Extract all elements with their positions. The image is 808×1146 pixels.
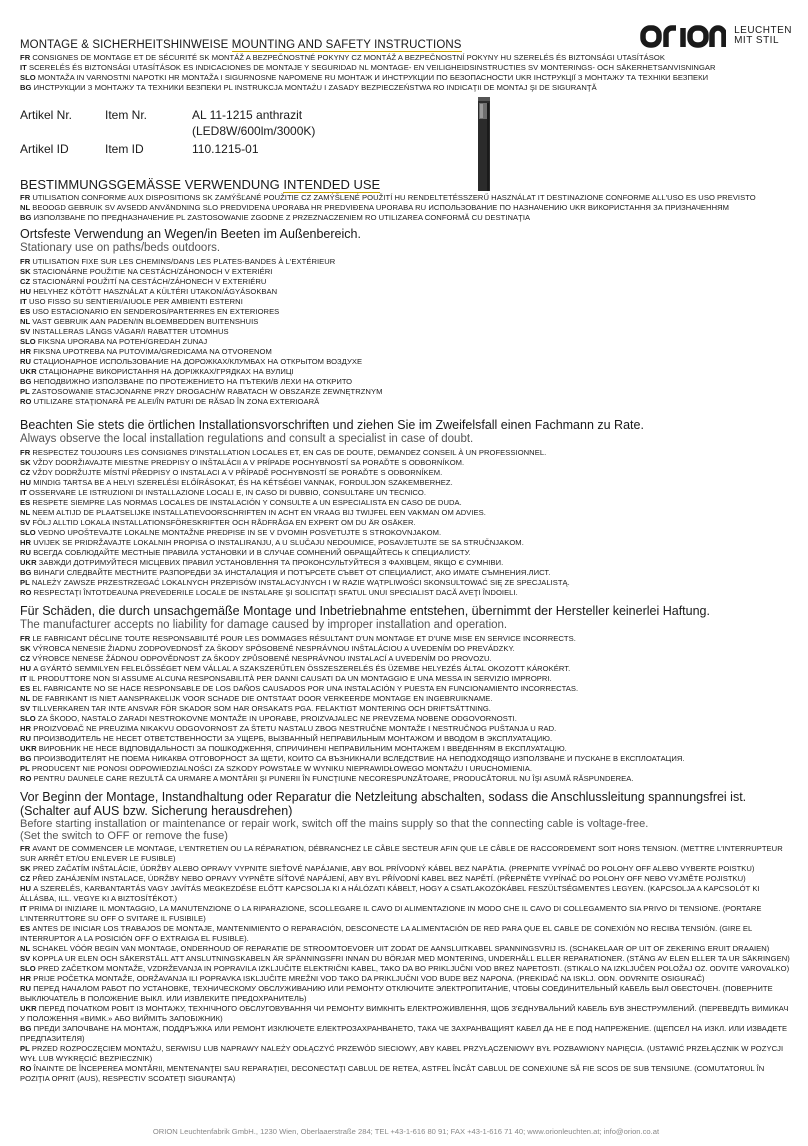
translation-line: BG ИЗПОЛЗВАНЕ ПО ПРЕДНАЗНАЧЕНИЕ PL ZASTOSOWANIE ZGODNE Z PRZEZNACZENIEM RO UTILIZAREA CONFORMĂ CU DESTINAŢIA: [20, 213, 531, 222]
translation-line: ES ANTES DE INICIAR LOS TRABAJOS DE MONTAJE, MANTENIMIENTO O REPARACIÓN, DESCONECTE LA ALIMENTACIÓN DE RED PARA QUE EL CABLE DE CONEXIÓN NO RECIBA TENSIÓN. (GIRE EL INTERRUPTOR A LA POSICIÓN OFF O EXTRAIGA EL FUSIBLE).: [20, 924, 752, 943]
translation-line: BG ВИНАГИ СЛЕДВАЙТЕ МЕСТНИТЕ РАЗПОРЕДБИ ЗА ИНСТАЛАЦИЯ И ПОТЪРСЕТЕ СЪВЕТ ОТ СПЕЦИАЛИСТ, АКО ИМАТЕ СЪМНЕНИЯ.ЛИСТ.: [20, 568, 551, 577]
translation-line: BG ПРЕДИ ЗАПОЧВАНЕ НА МОНТАЖ, ПОДДРЪЖКА ИЛИ РЕМОНТ ИЗКЛЮЧЕТЕ ЕЛЕКТРОЗАХРАНВАНЕТО, ТАКА ЧЕ ЗАХРАНВАЩИЯТ КАБЕЛ ДА НЕ Е ПОД НАПРЕЖЕНИЕ. (ЩЕПСЕЛ НА ИЗКЛ. ИЛИ ИЗВАДЕТЕ ПРЕДПАЗИТЕЛЯ): [20, 1024, 788, 1043]
translation-line: RU ПРОИЗВОДИТЕЛЬ НЕ НЕСЕТ ОТВЕТСТВЕННОСТИ ЗА УЩЕРБ, ВЫЗВАННЫЙ НЕПРАВИЛЬНЫМ МОНТАЖОМ И ВВОДОМ В ЭКСПЛУАТАЦИЮ.: [20, 734, 553, 743]
translation-line: HU A SZERELÉS, KARBANTARTÁS VAGY JAVÍTÁS MEGKEZDÉSE ELŐTT KAPCSOLJA KI A HÁLÓZATI KÁBELT, HOGY A CSATLAKOZÓKÁBEL FESZÜLTSÉGMENTES LEGYEN. (KAPCSOLJA A KAPCSOLÓT KI ÁLLÁSBA, ILL. VEGYE KI A BIZTOSÍTÉKOT.): [20, 884, 760, 903]
translation-line: RO UTILIZARE STAŢIONARĂ PE ALEI/ÎN PATURI DE RĂSAD ÎN ZONA EXTERIOARĂ: [20, 397, 320, 406]
translation-line: IT IL PRODUTTORE NON SI ASSUME ALCUNA RESPONSABILITÀ PER DANNI CAUSATI DA UN MONTAGGIO E UNA MESSA IN SERVIZIO IMPROPRI.: [20, 674, 552, 683]
translation-line: UKR ЗАВЖДИ ДОТРИМУЙТЕСЯ МІСЦЕВИХ ПРАВИЛ УСТАНОВЛЕННЯ ТА ПРОКОНСУЛЬТУЙТЕСЯ З ФАХІВЦЕМ, ЯКЩО Є СУМНІВИ.: [20, 558, 504, 567]
translation-line: IT SCERELÉS ÉS BIZTONSÁGI UTASÍTÁSOK ES INDICACIONES DE MONTAJE Y SEGURIDAD NL MONTAGE- EN VEILIGHEIDSINSTRUCTIES SV MONTERINGS- OCH SÄKERHETSANVISNINGAR: [20, 63, 716, 72]
translation-line: SLO MONTAŽA IN VARNOSTNI NAPOTKI HR MONTAŽA I SIGURNOSNE NAPOMENE RU МОНТАЖ И ИНСТРУКЦИИ ПО БЕЗОПАСНОСТИ UKR ІНСТРУКЦІЇ З МОНТАЖУ ТА ТЕХНІКИ БЕЗПЕКИ: [20, 73, 709, 82]
translation-line: NL NEEM ALTIJD DE PLAATSELIJKE INSTALLATIEVOORSCHRIFTEN IN ACHT EN VRAAG BIJ TWIJFEL EEN VAKMAN OM ADVIES.: [20, 508, 486, 517]
translation-line: FR UTILISATION FIXE SUR LES CHEMINS/DANS LES PLATES-BANDES À L'EXTÉRIEUR: [20, 257, 336, 266]
translation-line: IT OSSERVARE LE ISTRUZIONI DI INSTALLAZIONE LOCALI E, IN CASO DI DUBBIO, CONSULTARE UN TECNICO.: [20, 488, 427, 497]
translation-line: NL SCHAKEL VÓÓR BEGIN VAN MONTAGE, ONDERHOUD OF REPARATIE DE STROOMTOEVOER UIT ZODAT DE AANSLUITKABEL SPANNINGSVRIJ IS. (SCHAKELAAR OP UIT OF ZEKERING ERUIT DRAAIEN): [20, 944, 770, 953]
article-id-label-en: Item ID: [105, 142, 144, 156]
article-nr-spec: (LED8W/600lm/3000K): [192, 124, 316, 138]
translation-line: SV KOPPLA UR ELEN OCH SÄKERSTÄLL ATT ANSLUTNINGSKABELN ÄR SPÄNNINGSFRI INNAN DU BÖRJAR MED MONTERING, UNDERHÅLL ELLER REPARATIONER. (STÄNG AV ELEN ELLER TA UR SÄKRINGEN): [20, 954, 790, 963]
stationary-de: Ortsfeste Verwendung an Wegen/in Beeten im Außenbereich.: [20, 227, 361, 241]
translation-line: CZ VŽDY DODRŽUJTE MÍSTNÍ PŘEDPISY O INSTALACI A V PŘÍPADĚ POCHYBNOSTÍ SE PORAĎTE S ODBORNÍKEM.: [20, 468, 443, 477]
translation-line: SV FÖLJ ALLTID LOKALA INSTALLATIONSFÖRESKRIFTER OCH RÅDFRÅGA EN EXPERT OM DU ÄR OSÄKER.: [20, 518, 416, 527]
title-en: MOUNTING AND SAFETY INSTRUCTIONS: [231, 39, 462, 51]
bollard-lamp-image: [454, 94, 514, 194]
translation-line: PL NALEŻY ZAWSZE PRZESTRZEGAĆ LOKALNYCH PRZEPISÓW INSTALACYJNYCH I W RAZIE WĄTPLIWOŚCI SKONSULTOWAĆ SIĘ ZE SPECJALISTĄ.: [20, 578, 570, 587]
translation-line: PL ZASTOSOWANIE STACJONARNE PRZY DROGACH/W RABATACH W OBSZARZE ZEWNĘTRZNYM: [20, 387, 383, 396]
regulations-en: Always observe the local installation regulations and consult a specialist in case of doubt.: [20, 433, 474, 445]
tagline-line-2: MIT STIL: [734, 35, 780, 46]
translation-line: NL VAST GEBRUIK AAN PADEN/IN BLOEMBEDDEN BUITENSHUIS: [20, 317, 259, 326]
translation-line: SLO ZA ŠKODO, NASTALO ZARADI NESTROKOVNE MONTAŽE IN UPORABE, PROIZVAJALEC NE PREVZEMA NOBENE ODGOVORNOSTI.: [20, 714, 517, 723]
translation-line: SLO PRED ZAČETKOM MONTAŽE, VZDRŽEVANJA IN POPRAVILA IZKLJUČITE ELEKTRIČNI KABEL, TAKO DA BO PRIKLJUČNI VOD BREZ NAPETOSTI. (STIKALO NA IZKLJUČEN POLOŽAJ OZ. ODVITE VAROVALKO): [20, 964, 790, 973]
translation-line: SK STACIONÁRNE POUŽITIE NA CESTÁCH/ZÁHONOCH V EXTERIÉRI: [20, 267, 273, 276]
translation-line: HU A GYÁRTÓ SEMMILYEN FELELŐSSÉGET NEM VÁLLAL A SZAKSZERŰTLEN ÖSSZESZERELÉS ÉS ÜZEMBE HELYEZÉS ÁLTAL OKOZOTT KÁROKÉRT.: [20, 664, 571, 673]
translation-line: UKR ПЕРЕД ПОЧАТКОМ РОБІТ ІЗ МОНТАЖУ, ТЕХНІЧНОГО ОБСЛУГОВУВАННЯ ЧИ РЕМОНТУ ВИМКНІТЬ ЕЛЕКТРОЖИВЛЕННЯ, ЩОБ З'ЄДНУВАЛЬНИЙ КАБЕЛЬ БУВ ЗНЕСТРУМЛЕНИЙ. (ПЕРЕВЕДІТЬ ВИМИКАЧ У ПОЛОЖЕННЯ «ВИМК.» АБО ВИЙМІТЬ ЗАПОБІЖНИК): [20, 1004, 789, 1023]
title-de: MONTAGE & SICHERHEITSHINWEISE: [20, 39, 232, 51]
power-off-de-note: (Schalter auf AUS bzw. Sicherung herausdrehen): [20, 804, 293, 818]
company-footer: ORION Leuchtenfabrik GmbH., 1230 Wien, Oberlaaerstraße 284; TEL +43-1-616 80 91; FAX +43-1-616 71 40; www.orionleuchten.at; info@orion.co.at: [152, 1127, 660, 1136]
document-title: [20, 39, 462, 51]
translation-line: FR UTILISATION CONFORME AUX DISPOSITIONS SK ZAMÝŠĽANÉ POUŽITIE CZ ZAMÝŠLENÉ POUŽITÍ HU RENDELTETÉSSZERŰ HASZNÁLAT IT DESTINAZIONE CONFORME ALL'USO ES USO PREVISTO: [20, 193, 756, 202]
translation-line: IT PRIMA DI INIZIARE IL MONTAGGIO, LA MANUTENZIONE O LA RIPARAZIONE, SCOLLEGARE IL CAVO DI ALIMENTAZIONE IN MODO CHE IL CAVO DI COLLEGAMENTO SIA PRIVO DI TENSIONE. (PORTARE L'INTERRUTTORE SU OFF O SVITARE IL FUSIBILE): [20, 904, 762, 923]
translation-line: IT USO FISSO SU SENTIERI/AIUOLE PER AMBIENTI ESTERNI: [20, 297, 243, 306]
translation-line: RO ÎNAINTE DE ÎNCEPEREA MONTĂRII, MENTENANŢEI SAU REPARAŢIEI, DECONECTAŢI CABLUL DE RETEA, ASTFEL ÎNCÂT CABLUL DE CONEXIUNE SĂ FIE SCOS DE SUB TENSIUNE. (COMUTATORUL ÎN POZIŢIA OPRIT (AUS), RESPECTIV SCOATEŢI SIGURANŢA): [20, 1064, 765, 1083]
translation-line: SK VŽDY DODRŽIAVAJTE MIESTNE PREDPISY O INŠTALÁCII A V PRÍPADE POCHYBNOSTÍ SA PORAĎTE S ODBORNÍKOM.: [20, 458, 465, 467]
title-translations: [20, 53, 792, 93]
power-off-translations: [20, 844, 792, 1084]
translation-line: SK PRED ZAČATÍM INŠTALÁCIE, ÚDRŽBY ALEBO OPRAVY VYPNITE SIEŤOVÉ NAPÁJANIE, ABY BOL PRÍVODNÝ KÁBEL BEZ NAPÄTIA. (PREPNITE VYPÍNAČ DO POLOHY OFF ALEBO VYBERTE POISTKU): [20, 864, 755, 873]
translation-line: CZ PŘED ZAHÁJENÍM INSTALACE, ÚDRŽBY NEBO OPRAVY VYPNĚTE SÍŤOVÉ NAPÁJENÍ, ABY BYL PŘÍVODNÍ KABEL BEZ NAPĚTÍ. (PŘEPNĚTE VYPÍNAČ DO POLOHY OFF NEBO VYJMĚTE POJISTKU): [20, 874, 746, 883]
article-id-label-de: Artikel ID: [20, 142, 69, 156]
power-off-section: [20, 790, 792, 1084]
translation-line: FR AVANT DE COMMENCER LE MONTAGE, L'ENTRETIEN OU LA RÉPARATION, DÉBRANCHEZ LE CÂBLE SECTEUR AFIN QUE LE CÂBLE DE RACCORDEMENT SOIT HORS TENSION. (METTRE L'INTERRUPTEUR SUR ARRÊT ET/OU ENLEVER LE FUSIBLE): [20, 844, 783, 863]
power-off-en: Before starting installation or maintenance or repair work, switch off the mains supply so that the connecting cable is voltage-free.: [20, 818, 649, 830]
article-id-value: 110.1215-01: [192, 142, 259, 156]
translation-line: BG НЕПОДВИЖНО ИЗПОЛЗВАНЕ ПО ПРОТЕЖЕНИЕТО НА ПЪТЕКИ/В ЛЕХИ НА ОТКРИТО: [20, 377, 353, 386]
intended-use-title-de: BESTIMMUNGSGEMÄSSE VERWENDUNG: [20, 177, 284, 192]
translation-line: SV TILLVERKAREN TAR INTE ANSVAR FÖR SKADOR SOM HAR ORSAKATS PGA. FELAKTIGT MONTERING OCH DRIFTSÄTTNING.: [20, 704, 491, 713]
stationary-use-section: [20, 227, 792, 407]
translation-line: RU ВСЕГДА СОБЛЮДАЙТЕ МЕСТНЫЕ ПРАВИЛА УСТАНОВКИ И В СЛУЧАЕ СОМНЕНИЙ ОБРАЩАЙТЕСЬ К СПЕЦИАЛИСТУ.: [20, 548, 471, 557]
translation-line: HR PROIZVOĐAČ NE PREUZIMA NIKAKVU ODGOVORNOST ZA ŠTETU NASTALU ZBOG NESTRUČNE MONTAŽE I NESTRUČNOG PUŠTANJA U RAD.: [20, 724, 557, 733]
translation-line: RO RESPECTAŢI ÎNTOTDEAUNA PREVEDERILE LOCALE DE INSTALARE ŞI SOLICITAŢI SFATUL UNUI SPECIALIST DACĂ AVEŢI ÎNDOIELI.: [20, 588, 518, 597]
regulations-section: [20, 418, 792, 598]
logo-tagline: [734, 26, 792, 46]
intended-use-translations: [20, 193, 792, 223]
translation-line: NL BEOOGD GEBRUIK SV AVSEDD ANVÄNDNING SLO PREDVIDENA UPORABA HR PREDVIĐENA UPORABA RU ИСПОЛЬЗОВАНИЕ ПО НАЗНАЧЕНИЮ UKR ВИКОРИСТАННЯ ЗА ПРИЗНАЧЕННЯМ: [20, 203, 730, 212]
translation-line: SLO FIKSNA UPORABA NA POTEH/GREDAH ZUNAJ: [20, 337, 208, 346]
stationary-translations: [20, 257, 792, 407]
article-nr-label-de: Artikel Nr.: [20, 108, 73, 122]
tagline-line-1: LEUCHTEN: [734, 25, 792, 36]
translation-line: CZ STACIONÁRNÍ POUŽITÍ NA CESTÁCH/ZÁHONECH V EXTERIÉRU: [20, 277, 267, 286]
article-nr-value: AL 11-1215 anthrazit: [192, 108, 303, 122]
translation-line: BG ИНСТРУКЦИИ З МОНТАЖУ ТА ТЕХНИКИ БЕЗПЕКИ PL INSTRUKCJA MONTAŻU I ZASADY BEZPIECZEŃSTWA RO INDICAŢII DE MONTAJ ŞI DE SIGURANŢĂ: [20, 83, 597, 92]
translation-line: SK VÝROBCA NENESIE ŽIADNU ZODPOVEDNOSŤ ZA ŠKODY SPÔSOBENÉ NESPRÁVNOU INŠTALÁCIOU A UVEDENÍM DO PREVÁDZKY.: [20, 644, 515, 653]
translation-line: RU СТАЦИОНАРНОЕ ИСПОЛЬЗОВАНИЕ НА ДОРОЖКАХ/КЛУМБАХ НА ОТКРЫТОМ ВОЗДУХЕ: [20, 357, 363, 366]
translation-line: HR FIKSNA UPOTREBA NA PUTOVIMA/GREDICAMA NA OTVORENOM: [20, 347, 272, 356]
translation-line: UKR ВИРОБНИК НЕ НЕСЕ ВІДПОВІДАЛЬНОСТІ ЗА ПОШКОДЖЕННЯ, СПРИЧИНЕНІ НЕПРАВИЛЬНИМ МОНТАЖЕМ І ВВЕДЕННЯМ В ЕКСПЛУАТАЦІЮ.: [20, 744, 567, 753]
translation-line: HR PRIJE POČETKA MONTAŽE, ODRŽAVANJA ILI POPRAVKA ISKLJUČITE MREŽNI VOD TAKO DA PRIKLJUČNI VOD BUDE BEZ NAPONA. (PREKIDAČ NA ISKLJ. ODN. ODVRNITE OSIGURAČ): [20, 974, 705, 983]
liability-section: [20, 604, 792, 784]
translation-line: SLO VEDNO UPOŠTEVAJTE LOKALNE MONTAŽNE PREDPISE IN SE V DVOMIH POSVETUJTE S STROKOVNJAKOM.: [20, 528, 442, 537]
regulations-de: Beachten Sie stets die örtlichen Installationsvorschriften und ziehen Sie im Zweifelsfall einen Fachmann zu Rate.: [20, 418, 644, 432]
translation-line: FR RESPECTEZ TOUJOURS LES CONSIGNES D'INSTALLATION LOCALES ET, EN CAS DE DOUTE, DEMANDEZ CONSEIL À UN PROFESSIONNEL.: [20, 448, 547, 457]
translation-line: UKR СТАЦІОНАРНЕ ВИКОРИСТАННЯ НА ДОРІЖКАХ/ГРЯДКАХ НА ВУЛИЦІ: [20, 367, 294, 376]
translation-line: HU HELYHEZ KÖTÖTT HASZNÁLAT A KÜLTÉRI UTAKON/ÁGYÁSOKBAN: [20, 287, 278, 296]
translation-line: CZ VÝROBCE NENESE ŽÁDNOU ODPOVĚDNOST ZA ŠKODY ZPŮSOBENÉ NESPRÁVNOU INSTALACÍ A UVEDENÍM DO PROVOZU.: [20, 654, 492, 663]
orion-logo-icon: [640, 22, 726, 50]
translation-line: FR CONSIGNES DE MONTAGE ET DE SÉCURITÉ SK MONTÁŽ A BEZPEČNOSTNÉ POKYNY CZ MONTÁŽ A BEZPEČNOSTNÍ POKYNY HU SZERELÉS ÉS BIZTONSÁGI UTASÍTÁSOK: [20, 53, 665, 62]
power-off-en-note: (Set the switch to OFF or remove the fuse): [20, 830, 228, 842]
liability-en: The manufacturer accepts no liability for damage caused by improper installation and operation.: [20, 619, 508, 631]
instruction-sheet: [20, 0, 792, 1146]
translation-line: HR UVIJEK SE PRIDRŽAVAJTE LOKALNIH PROPISA O INSTALIRANJU, A U SLUČAJU NEDOUMICE, POSAVJETUJTE SE SA STRUČNJAKOM.: [20, 538, 524, 547]
translation-line: ES EL FABRICANTE NO SE HACE RESPONSABLE DE LOS DAÑOS CAUSADOS POR UNA INSTALACIÓN Y PUESTA EN FUNCIONAMIENTO INCORRECTAS.: [20, 684, 579, 693]
translation-line: NL DE FABRIKANT IS NIET AANSPRAKELIJK VOOR SCHADE DIE ONTSTAAT DOOR VERKEERDE MONTAGE EN INGEBRUIKNAME.: [20, 694, 493, 703]
liability-de: Für Schäden, die durch unsachgemäße Montage und Inbetriebnahme entstehen, übernimmt der Hersteller keinerlei Haftung.: [20, 604, 710, 618]
translation-line: ES USO ESTACIONARIO EN SENDEROS/PARTERRES EN EXTERIORES: [20, 307, 280, 316]
translation-line: BG ПРОИЗВОДИТЕЛЯТ НЕ ПОЕМА НИКАКВА ОТГОВОРНОСТ ЗА ЩЕТИ, КОИТО СА ВЪЗНИКНАЛИ ВСЛЕДСТВИЕ НА НЕПОДХОДЯЩО ИЗПОЛЗВАНЕ И ПУСКАНЕ В ЕКСПЛОАТАЦИЯ.: [20, 754, 685, 763]
translation-line: RU ПЕРЕД НАЧАЛОМ РАБОТ ПО УСТАНОВКЕ, ТЕХНИЧЕСКОМУ ОБСЛУЖИВАНИЮ ИЛИ РЕМОНТУ ОТКЛЮЧИТЕ ЭЛЕКТРОПИТАНИЕ, ЧТОБЫ СОЕДИНИТЕЛЬНЫЙ КАБЕЛЬ БЫЛ ОБЕСТОЧЕН. (ПОВЕРНИТЕ ВЫКЛЮЧАТЕЛЬ В ПОЛОЖЕНИЕ ВЫКЛ. ИЛИ ИЗВЛЕКИТЕ ПРЕДОХРАНИТЕЛЬ): [20, 984, 773, 1003]
intended-use-title-en: INTENDED USE: [283, 177, 381, 192]
intended-use-title: [20, 177, 380, 192]
orion-logo: [640, 22, 792, 50]
translation-line: PL PRODUCENT NIE PONOSI ODPOWIEDZIALNOŚCI ZA SZKODY POWSTAŁE W WYNIKU NIEPRAWIDŁOWEGO MONTAŻU I URUCHOMIENIA.: [20, 764, 533, 773]
translation-line: RO PENTRU DAUNELE CARE REZULTĂ CA URMARE A MONTĂRII ŞI PUNERII ÎN FUNCŢIUNE NECORESPUNZĂTOARE, PRODUCĂTORUL NU ÎŞI ASUMĂ RĂSPUNDEREA.: [20, 774, 634, 783]
article-nr-label-en: Item Nr.: [105, 108, 148, 122]
translation-line: HU MINDIG TARTSA BE A HELYI SZERELÉSI ELŐÍRÁSOKAT, ÉS HA KÉTSÉGEI VANNAK, FORDULJON SZAKEMBERHEZ.: [20, 478, 453, 487]
translation-line: FR LE FABRICANT DÉCLINE TOUTE RESPONSABILITÉ POUR LES DOMMAGES RÉSULTANT D'UN MONTAGE ET D'UNE MISE EN SERVICE INCORRECTS.: [20, 634, 576, 643]
power-off-de: Vor Beginn der Montage, Instandhaltung oder Reparatur die Netzleitung abschalten, sodass die Anschlussleitung spannungsfrei ist.: [20, 790, 747, 804]
regulations-translations: [20, 448, 792, 598]
stationary-en: Stationary use on paths/beds outdoors.: [20, 242, 221, 254]
translation-line: SV INSTALLERAS LÄNGS VÄGAR/I RABATTER UTOMHUS: [20, 327, 229, 336]
liability-translations: [20, 634, 792, 784]
translation-line: ES RESPETE SIEMPRE LAS NORMAS LOCALES DE INSTALACIÓN Y CONSULTE A UN ESPECIALISTA EN CASO DE DUDA.: [20, 498, 462, 507]
translation-line: PL PRZED ROZPOCZĘCIEM MONTAŻU, SERWISU LUB NAPRAWY NALEŻY ODŁĄCZYĆ PRZEWÓD SIECIOWY, ABY KABEL PRZYŁĄCZENIOWY BYŁ POZBAWIONY NAPIĘCIA. (USTAWIĆ PRZEŁĄCZNIK W POZYCJI WYŁ LUB WYKRĘCIĆ BEZPIECZNIK): [20, 1044, 784, 1063]
